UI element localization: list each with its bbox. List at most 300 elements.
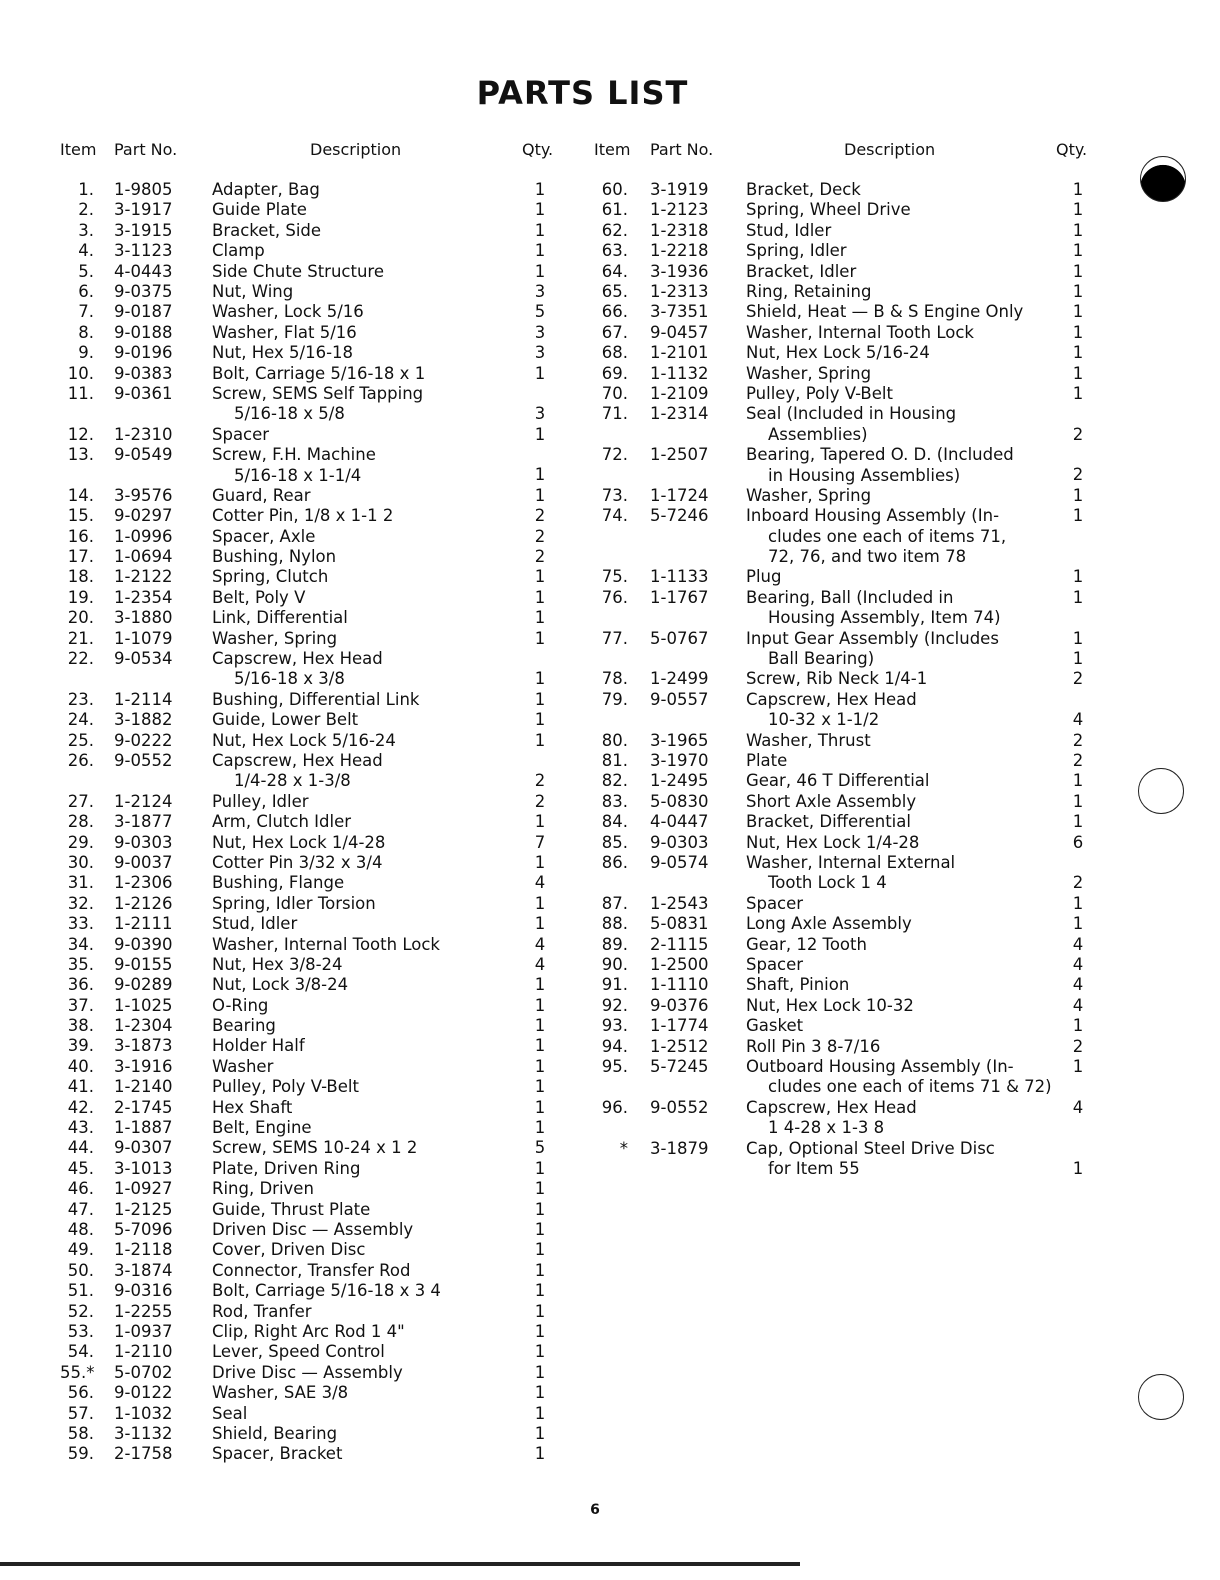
quantity: 1 — [534, 1321, 546, 1341]
part-number: 3-9576 — [114, 485, 173, 505]
quantity: 1 — [1072, 322, 1084, 342]
description — [746, 833, 919, 853]
item-number: 32. — [67, 893, 94, 913]
description-line: Screw, SEMS Self Tapping — [212, 383, 424, 403]
quantity: 1 — [1072, 180, 1084, 199]
binder-hole-icon — [1138, 1374, 1184, 1420]
description-line: Gasket — [746, 1016, 804, 1036]
description — [746, 364, 871, 384]
part-number: 9-0376 — [650, 995, 709, 1015]
item-number: 28. — [67, 812, 94, 832]
table-row — [60, 853, 565, 873]
description — [212, 445, 376, 486]
quantity: 1 — [534, 669, 546, 689]
item-number: 3. — [78, 220, 94, 240]
item-number: 94. — [601, 1036, 628, 1056]
item-number: 84. — [601, 812, 628, 832]
quantity: 1 — [534, 1056, 546, 1076]
quantity: 2 — [1072, 465, 1084, 485]
description-line: 1/4-28 x 1-3/8 — [234, 771, 351, 791]
item-number: 52. — [67, 1301, 94, 1321]
part-number: 3-1013 — [114, 1158, 173, 1178]
table-row — [60, 955, 565, 975]
description-line: 10-32 x 1-1/2 — [768, 710, 880, 730]
description-line: Spacer, Axle — [212, 526, 316, 546]
part-number: 9-0383 — [114, 363, 173, 383]
description-line: Shield, Heat — B & S Engine Only — [746, 302, 1024, 322]
description-line: Seal — [212, 1403, 248, 1423]
item-number: 72. — [601, 445, 628, 465]
quantity: 1 — [534, 914, 546, 934]
quantity: 1 — [534, 1281, 546, 1301]
description-line: Capscrew, Hex Head — [746, 689, 917, 709]
part-number: 1-2123 — [650, 200, 709, 220]
description — [212, 975, 348, 995]
description-line: Stud, Idler — [212, 914, 298, 934]
description — [212, 527, 315, 547]
description — [212, 1342, 385, 1362]
part-number: 1-2499 — [650, 669, 709, 689]
item-number: 34. — [67, 934, 94, 954]
quantity: 1 — [1072, 628, 1084, 648]
quantity: 1 — [534, 241, 546, 261]
item-number: 14. — [67, 485, 94, 505]
description — [746, 404, 956, 445]
table-row — [60, 1077, 565, 1097]
description-line: Bracket, Side — [212, 220, 322, 240]
item-number: 7. — [78, 302, 94, 322]
description-line: Bearing, Ball (Included in — [746, 587, 954, 607]
description-line: for Item 55 — [768, 1158, 860, 1178]
table-row — [60, 425, 565, 445]
description-line: Spacer — [746, 954, 804, 974]
description-line: Belt, Engine — [212, 1118, 312, 1138]
table-row — [60, 323, 565, 343]
quantity: 1 — [534, 812, 546, 832]
item-number: 23. — [67, 689, 94, 709]
part-number: 1-2314 — [650, 404, 709, 424]
item-number: 65. — [601, 281, 628, 301]
description — [212, 1240, 365, 1260]
item-number: 57. — [67, 1403, 94, 1423]
description-line: in Housing Assemblies) — [768, 465, 961, 485]
quantity: 4 — [534, 954, 546, 974]
description-line: 5/16-18 x 3/8 — [234, 669, 345, 689]
table-row — [60, 1240, 565, 1260]
quantity: 1 — [534, 628, 546, 648]
description — [212, 1077, 359, 1097]
quantity: 1 — [1072, 241, 1084, 261]
quantity: 1 — [534, 689, 546, 709]
description — [212, 710, 358, 730]
description-line: Spacer, Bracket — [212, 1444, 343, 1464]
quantity: 1 — [534, 1444, 546, 1464]
header-qty: Qty. — [1056, 140, 1088, 159]
description-line: Bracket, Idler — [746, 261, 857, 281]
description — [746, 567, 781, 587]
description-line: Washer, Lock 5/16 — [212, 302, 364, 322]
description-line: Nut, Lock 3/8-24 — [212, 975, 349, 995]
item-number: 62. — [601, 220, 628, 240]
description — [212, 1404, 247, 1424]
description — [212, 1383, 348, 1403]
table-row — [60, 343, 565, 363]
table-row — [60, 873, 565, 893]
part-number: 9-0297 — [114, 506, 173, 526]
quantity: 1 — [534, 710, 546, 730]
description — [212, 1200, 370, 1220]
table-row — [594, 364, 1099, 384]
part-number: 1-2140 — [114, 1077, 173, 1097]
item-number: 77. — [601, 628, 628, 648]
table-row — [60, 282, 565, 302]
quantity: 1 — [1072, 220, 1084, 240]
table-row — [60, 567, 565, 587]
description — [746, 731, 871, 751]
description — [212, 935, 440, 955]
item-number: 87. — [601, 893, 628, 913]
part-number: 3-1919 — [650, 180, 709, 199]
quantity: 6 — [1072, 832, 1084, 852]
quantity: 4 — [1072, 954, 1084, 974]
quantity: 2 — [534, 506, 546, 526]
part-number: 9-0557 — [650, 689, 709, 709]
description-line: Nut, Wing — [212, 281, 294, 301]
item-number: 54. — [67, 1342, 94, 1362]
description — [212, 343, 353, 363]
table-row — [594, 771, 1099, 791]
part-number: 1-2313 — [650, 281, 709, 301]
description-line: Washer, Spring — [212, 628, 338, 648]
description-line: Spring, Wheel Drive — [746, 200, 911, 220]
description-line: Capscrew, Hex Head — [212, 750, 383, 770]
description — [746, 588, 1001, 629]
item-number: 9. — [78, 343, 94, 363]
quantity: 3 — [534, 404, 546, 424]
table-row — [60, 588, 565, 608]
description — [746, 690, 917, 731]
part-number: 1-2111 — [114, 914, 173, 934]
table-row — [60, 180, 565, 200]
table-row — [60, 935, 565, 955]
description — [746, 384, 893, 404]
part-number: 1-2310 — [114, 424, 173, 444]
description-line: Bracket, Differential — [746, 812, 911, 832]
table-row — [60, 241, 565, 261]
quantity: 1 — [534, 261, 546, 281]
part-number: 1-2118 — [114, 1240, 173, 1260]
quantity: 1 — [534, 485, 546, 505]
table-row — [594, 588, 1099, 629]
part-number: 5-0831 — [650, 914, 709, 934]
table-row — [594, 629, 1099, 670]
description-line: cludes one each of items 71 & 72) — [768, 1077, 1052, 1097]
description-line: Washer — [212, 1056, 274, 1076]
description-line: Rod, Tranfer — [212, 1301, 312, 1321]
quantity: 1 — [534, 1077, 546, 1097]
item-number: 68. — [601, 343, 628, 363]
description — [746, 241, 847, 261]
description — [746, 771, 929, 791]
description — [746, 853, 955, 894]
item-number: 78. — [601, 669, 628, 689]
description — [212, 1281, 441, 1301]
quantity: 1 — [534, 1016, 546, 1036]
table-row — [60, 975, 565, 995]
description — [212, 649, 383, 690]
description — [746, 812, 911, 832]
part-number: 1-2218 — [650, 241, 709, 261]
table-row — [594, 262, 1099, 282]
part-number: 2-1115 — [650, 934, 709, 954]
quantity: 2 — [1072, 751, 1084, 771]
quantity: 4 — [1072, 995, 1084, 1015]
part-number: 1-2318 — [650, 220, 709, 240]
quantity: 1 — [534, 995, 546, 1015]
table-row — [594, 996, 1099, 1016]
table-row — [594, 404, 1099, 445]
part-number: 1-1132 — [650, 363, 709, 383]
part-number: 1-1133 — [650, 567, 709, 587]
part-number: 2-1758 — [114, 1444, 173, 1464]
description-line: Capscrew, Hex Head — [212, 649, 383, 669]
table-row — [60, 1363, 565, 1383]
description — [746, 996, 914, 1016]
quantity: 1 — [534, 1383, 546, 1403]
part-number: 3-1874 — [114, 1260, 173, 1280]
description — [212, 1138, 417, 1158]
quantity: 1 — [1072, 812, 1084, 832]
description — [212, 690, 419, 710]
table-row — [60, 894, 565, 914]
part-number: 1-1032 — [114, 1403, 173, 1423]
item-number: 91. — [601, 975, 628, 995]
part-number: 1-1110 — [650, 975, 709, 995]
part-number: 1-2109 — [650, 383, 709, 403]
item-number: 36. — [67, 975, 94, 995]
header-part-no: Part No. — [114, 140, 178, 159]
item-number: 39. — [67, 1036, 94, 1056]
part-number: 5-7246 — [650, 506, 709, 526]
quantity: 2 — [1072, 873, 1084, 893]
table-row — [60, 1016, 565, 1036]
description-line: Bolt, Carriage 5/16-18 x 1 — [212, 363, 426, 383]
header-description: Description — [310, 140, 402, 159]
bottom-rule — [0, 1562, 800, 1566]
description-line: Washer, Flat 5/16 — [212, 322, 357, 342]
description — [212, 1159, 360, 1179]
description-line: Clamp — [212, 241, 265, 261]
item-number: 2. — [78, 200, 94, 220]
description-line: Bushing, Nylon — [212, 547, 337, 567]
item-number: 16. — [67, 526, 94, 546]
quantity: 1 — [1072, 587, 1084, 607]
part-number: 9-0196 — [114, 343, 173, 363]
table-row — [60, 1424, 565, 1444]
description-line: Guide, Lower Belt — [212, 710, 359, 730]
description — [212, 751, 383, 792]
quantity: 1 — [534, 1158, 546, 1178]
table-row — [60, 1404, 565, 1424]
quantity: 1 — [1072, 200, 1084, 220]
quantity: 2 — [534, 791, 546, 811]
quantity: 1 — [534, 730, 546, 750]
item-number: 64. — [601, 261, 628, 281]
part-number: 1-2500 — [650, 954, 709, 974]
description-line: Side Chute Structure — [212, 261, 384, 281]
item-number: 55.* — [60, 1362, 95, 1382]
item-number: 70. — [601, 383, 628, 403]
quantity: 1 — [534, 1219, 546, 1239]
item-number: 35. — [67, 954, 94, 974]
table-row — [594, 1016, 1099, 1036]
description-line: Washer, Internal Tooth Lock — [746, 322, 974, 342]
description-line: Guard, Rear — [212, 485, 311, 505]
quantity: 4 — [534, 873, 546, 893]
description-line: Housing Assembly, Item 74) — [768, 608, 1001, 628]
part-number: 9-0187 — [114, 302, 173, 322]
description — [212, 1220, 413, 1240]
item-number: 96. — [601, 1097, 628, 1117]
item-number: 18. — [67, 567, 94, 587]
part-number: 1-1887 — [114, 1118, 173, 1138]
description-line: Washer, Thrust — [746, 730, 871, 750]
description — [212, 588, 305, 608]
description-line: Washer, SAE 3/8 — [212, 1383, 349, 1403]
description — [212, 486, 311, 506]
item-number: 8. — [78, 322, 94, 342]
quantity: 1 — [534, 465, 546, 485]
item-number: 81. — [601, 751, 628, 771]
table-row — [594, 445, 1099, 486]
quantity: 4 — [1072, 1097, 1084, 1117]
table-row — [60, 1322, 565, 1342]
description-line: Washer, Spring — [746, 485, 872, 505]
table-row — [594, 955, 1099, 975]
description — [212, 1363, 403, 1383]
quantity: 1 — [534, 975, 546, 995]
part-number: 3-1880 — [114, 608, 173, 628]
description — [212, 1424, 337, 1444]
description-line: Clip, Right Arc Rod 1 4" — [212, 1321, 405, 1341]
table-row — [594, 323, 1099, 343]
item-number: 61. — [601, 200, 628, 220]
part-number: 3-1879 — [650, 1138, 709, 1158]
table-row — [60, 1383, 565, 1403]
quantity: 1 — [534, 1097, 546, 1117]
description-line: Bracket, Deck — [746, 180, 861, 199]
description-line: Gear, 12 Tooth — [746, 934, 867, 954]
description-line: Bushing, Differential Link — [212, 689, 420, 709]
part-number: 9-0303 — [650, 832, 709, 852]
quantity: 1 — [1072, 1016, 1084, 1036]
part-number: 9-0549 — [114, 445, 173, 465]
description-line: Belt, Poly V — [212, 587, 306, 607]
table-row — [60, 1179, 565, 1199]
description — [746, 445, 1014, 486]
description-line: Nut, Hex Lock 1/4-28 — [212, 832, 386, 852]
item-number: * — [619, 1138, 628, 1158]
table-row — [60, 445, 565, 486]
table-row — [60, 1281, 565, 1301]
item-number: 11. — [67, 383, 94, 403]
table-row — [594, 200, 1099, 220]
item-number: 56. — [67, 1383, 94, 1403]
part-number: 9-0316 — [114, 1281, 173, 1301]
description — [212, 792, 309, 812]
description — [746, 486, 871, 506]
table-row — [594, 975, 1099, 995]
table-row — [60, 1138, 565, 1158]
parts-column-left — [60, 140, 565, 1465]
quantity: 5 — [534, 302, 546, 322]
description — [212, 914, 297, 934]
part-number: 1-2543 — [650, 893, 709, 913]
description — [212, 1261, 410, 1281]
description-line: Cap, Optional Steel Drive Disc — [746, 1138, 995, 1158]
description-line: Spring, Clutch — [212, 567, 329, 587]
table-row — [60, 1444, 565, 1464]
item-number: 13. — [67, 445, 94, 465]
quantity: 4 — [534, 934, 546, 954]
item-number: 6. — [78, 281, 94, 301]
quantity: 2 — [1072, 424, 1084, 444]
table-row — [594, 731, 1099, 751]
part-number: 3-1123 — [114, 241, 173, 261]
quantity: 4 — [1072, 975, 1084, 995]
part-number: 1-1724 — [650, 485, 709, 505]
header-item: Item — [594, 140, 631, 159]
part-number: 1-2124 — [114, 791, 173, 811]
description — [746, 1098, 917, 1139]
part-number: 3-1873 — [114, 1036, 173, 1056]
description-line: Roll Pin 3 8-7/16 — [746, 1036, 881, 1056]
table-row — [594, 1098, 1099, 1139]
quantity: 1 — [534, 424, 546, 444]
item-number: 41. — [67, 1077, 94, 1097]
description — [746, 180, 861, 200]
part-number: 1-2126 — [114, 893, 173, 913]
description-line: Hex Shaft — [212, 1097, 293, 1117]
description-line: Spring, Idler — [746, 241, 847, 261]
quantity: 1 — [534, 180, 546, 199]
part-number: 1-2110 — [114, 1342, 173, 1362]
part-number: 3-1916 — [114, 1056, 173, 1076]
item-number: 4. — [78, 241, 94, 261]
quantity: 4 — [1072, 710, 1084, 730]
description-line: Plug — [746, 567, 782, 587]
item-number: 63. — [601, 241, 628, 261]
description — [746, 792, 916, 812]
binder-hole-icon — [1138, 768, 1184, 814]
description-line: 5/16-18 x 5/8 — [234, 404, 345, 424]
parts-rows-left — [60, 180, 565, 1465]
table-row — [60, 200, 565, 220]
description-line: Holder Half — [212, 1036, 305, 1056]
item-number: 50. — [67, 1260, 94, 1280]
quantity: 1 — [534, 587, 546, 607]
quantity: 1 — [534, 1118, 546, 1138]
description-line: Screw, Rib Neck 1/4-1 — [746, 669, 928, 689]
description — [212, 996, 268, 1016]
quantity: 1 — [534, 1199, 546, 1219]
item-number: 20. — [67, 608, 94, 628]
description-line: Washer, Internal Tooth Lock — [212, 934, 440, 954]
description — [212, 1179, 314, 1199]
description — [212, 384, 423, 425]
description — [746, 1057, 1052, 1098]
part-number: 9-0574 — [650, 852, 709, 872]
